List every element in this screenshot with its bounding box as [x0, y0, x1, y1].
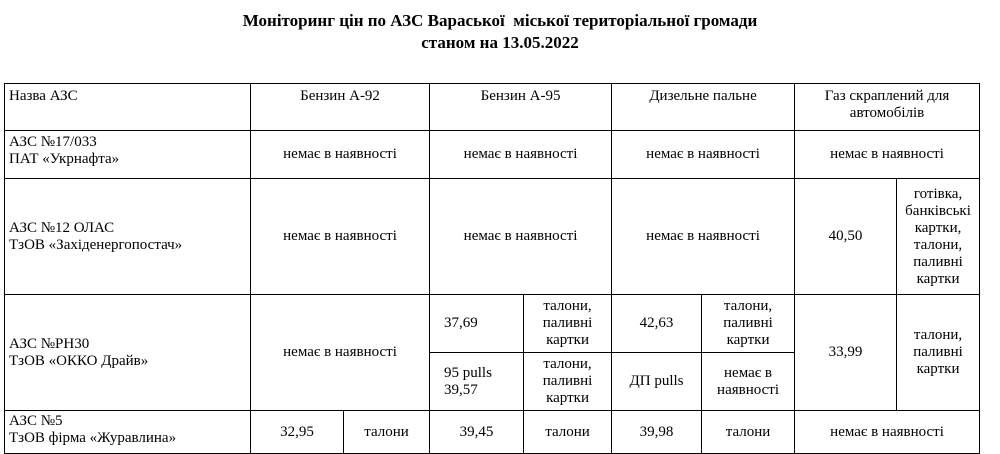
okko-a95-price: 37,69: [430, 295, 524, 353]
okko-diesel-price: 42,63: [612, 295, 702, 353]
station-company: ТзОВ «Західенергопостач»: [9, 236, 183, 253]
status-line: наявності: [717, 381, 779, 398]
payment-line: готівка,: [913, 185, 963, 202]
header-gas: [795, 84, 980, 131]
fuel-name: 95 pulls: [444, 364, 492, 381]
okko-gas-payment: [897, 295, 980, 411]
table-row: [5, 179, 980, 295]
okko-a95-pulls-payment: [524, 353, 612, 411]
header-gas-line-1: Газ скраплений для: [824, 88, 950, 104]
olas-gas-payment: [897, 179, 980, 295]
zhuravlyna-a95-payment: талони: [524, 411, 612, 454]
station-name-ukrnafta: [5, 131, 251, 179]
zhuravlyna-diesel-payment: талони: [702, 411, 795, 454]
olas-a92: немає в наявності: [251, 179, 430, 295]
okko-a95-payment: [524, 295, 612, 353]
okko-a92: немає в наявності: [251, 295, 430, 411]
ukrnafta-gas: немає в наявності: [795, 131, 980, 179]
table-row: [5, 131, 980, 179]
ukrnafta-diesel: немає в наявності: [612, 131, 795, 179]
payment-line: талони,: [913, 327, 963, 343]
payment-line: паливні: [913, 253, 963, 270]
ukrnafta-a95: немає в наявності: [430, 131, 612, 179]
payment-line: паливні: [542, 373, 593, 389]
payment-line: паливні: [723, 315, 773, 331]
payment-line: паливні: [542, 315, 593, 331]
payment-line: талони,: [723, 298, 773, 314]
header-a95: Бензин А-95: [430, 84, 612, 131]
header-a92: Бензин А-92: [251, 84, 430, 131]
title-line-2: станом на 13.05.2022: [421, 33, 579, 52]
table-row: [5, 295, 980, 353]
payment-line: картки: [726, 332, 770, 348]
table-header-row: [5, 84, 980, 131]
station-code: АЗС №12 ОЛАС: [9, 219, 115, 236]
station-company: ТзОВ фірма «Журавлина»: [9, 430, 177, 446]
okko-diesel-payment: [702, 295, 795, 353]
station-name-zhuravlyna: [5, 411, 251, 454]
okko-dp-pulls-status: [702, 353, 795, 411]
olas-gas-price: 40,50: [795, 179, 897, 295]
payment-line: картки: [546, 390, 589, 406]
fuel-price: 39,57: [444, 381, 478, 398]
olas-a95: немає в наявності: [430, 179, 612, 295]
payment-line: картки,: [914, 219, 962, 236]
payment-line: талони,: [543, 356, 592, 372]
page-title: [0, 10, 1000, 54]
zhuravlyna-a92-payment: талони: [344, 411, 430, 454]
table-row: [5, 411, 980, 454]
okko-dp-pulls-name: ДП pulls: [612, 353, 702, 411]
okko-a95-pulls: [430, 353, 524, 411]
station-code: АЗС №17/033: [9, 134, 97, 150]
payment-line: банківські: [905, 202, 971, 219]
zhuravlyna-gas: немає в наявності: [795, 411, 980, 454]
header-diesel: Дизельне пальне: [612, 84, 795, 131]
zhuravlyna-diesel-price: 39,98: [612, 411, 702, 454]
station-company: ПАТ «Укрнафта»: [9, 151, 120, 167]
payment-line: картки: [546, 332, 589, 348]
payment-line: паливні: [913, 344, 963, 360]
okko-gas-price: 33,99: [795, 295, 897, 411]
zhuravlyna-a95-price: 39,45: [430, 411, 524, 454]
ukrnafta-a92: немає в наявності: [251, 131, 430, 179]
station-name-olas: [5, 179, 251, 295]
payment-line: талони,: [913, 236, 963, 253]
header-name: Назва АЗС: [5, 84, 251, 131]
station-company: ТзОВ «ОККО Драйв»: [9, 352, 149, 369]
zhuravlyna-a92-price: 32,95: [251, 411, 344, 454]
prices-table: [4, 83, 980, 454]
station-code: АЗС №РН30: [9, 335, 90, 352]
title-line-1: Моніторинг цін по АЗС Вараської міської територіальної громади: [242, 11, 758, 30]
header-gas-line-2: автомобілів: [849, 105, 925, 121]
station-code: АЗС №5: [9, 413, 63, 429]
payment-line: картки: [916, 270, 960, 287]
status-line: немає в: [724, 364, 773, 381]
station-name-okko: [5, 295, 251, 411]
olas-diesel: немає в наявності: [612, 179, 795, 295]
payment-line: картки: [916, 361, 960, 377]
payment-line: талони,: [543, 298, 592, 314]
